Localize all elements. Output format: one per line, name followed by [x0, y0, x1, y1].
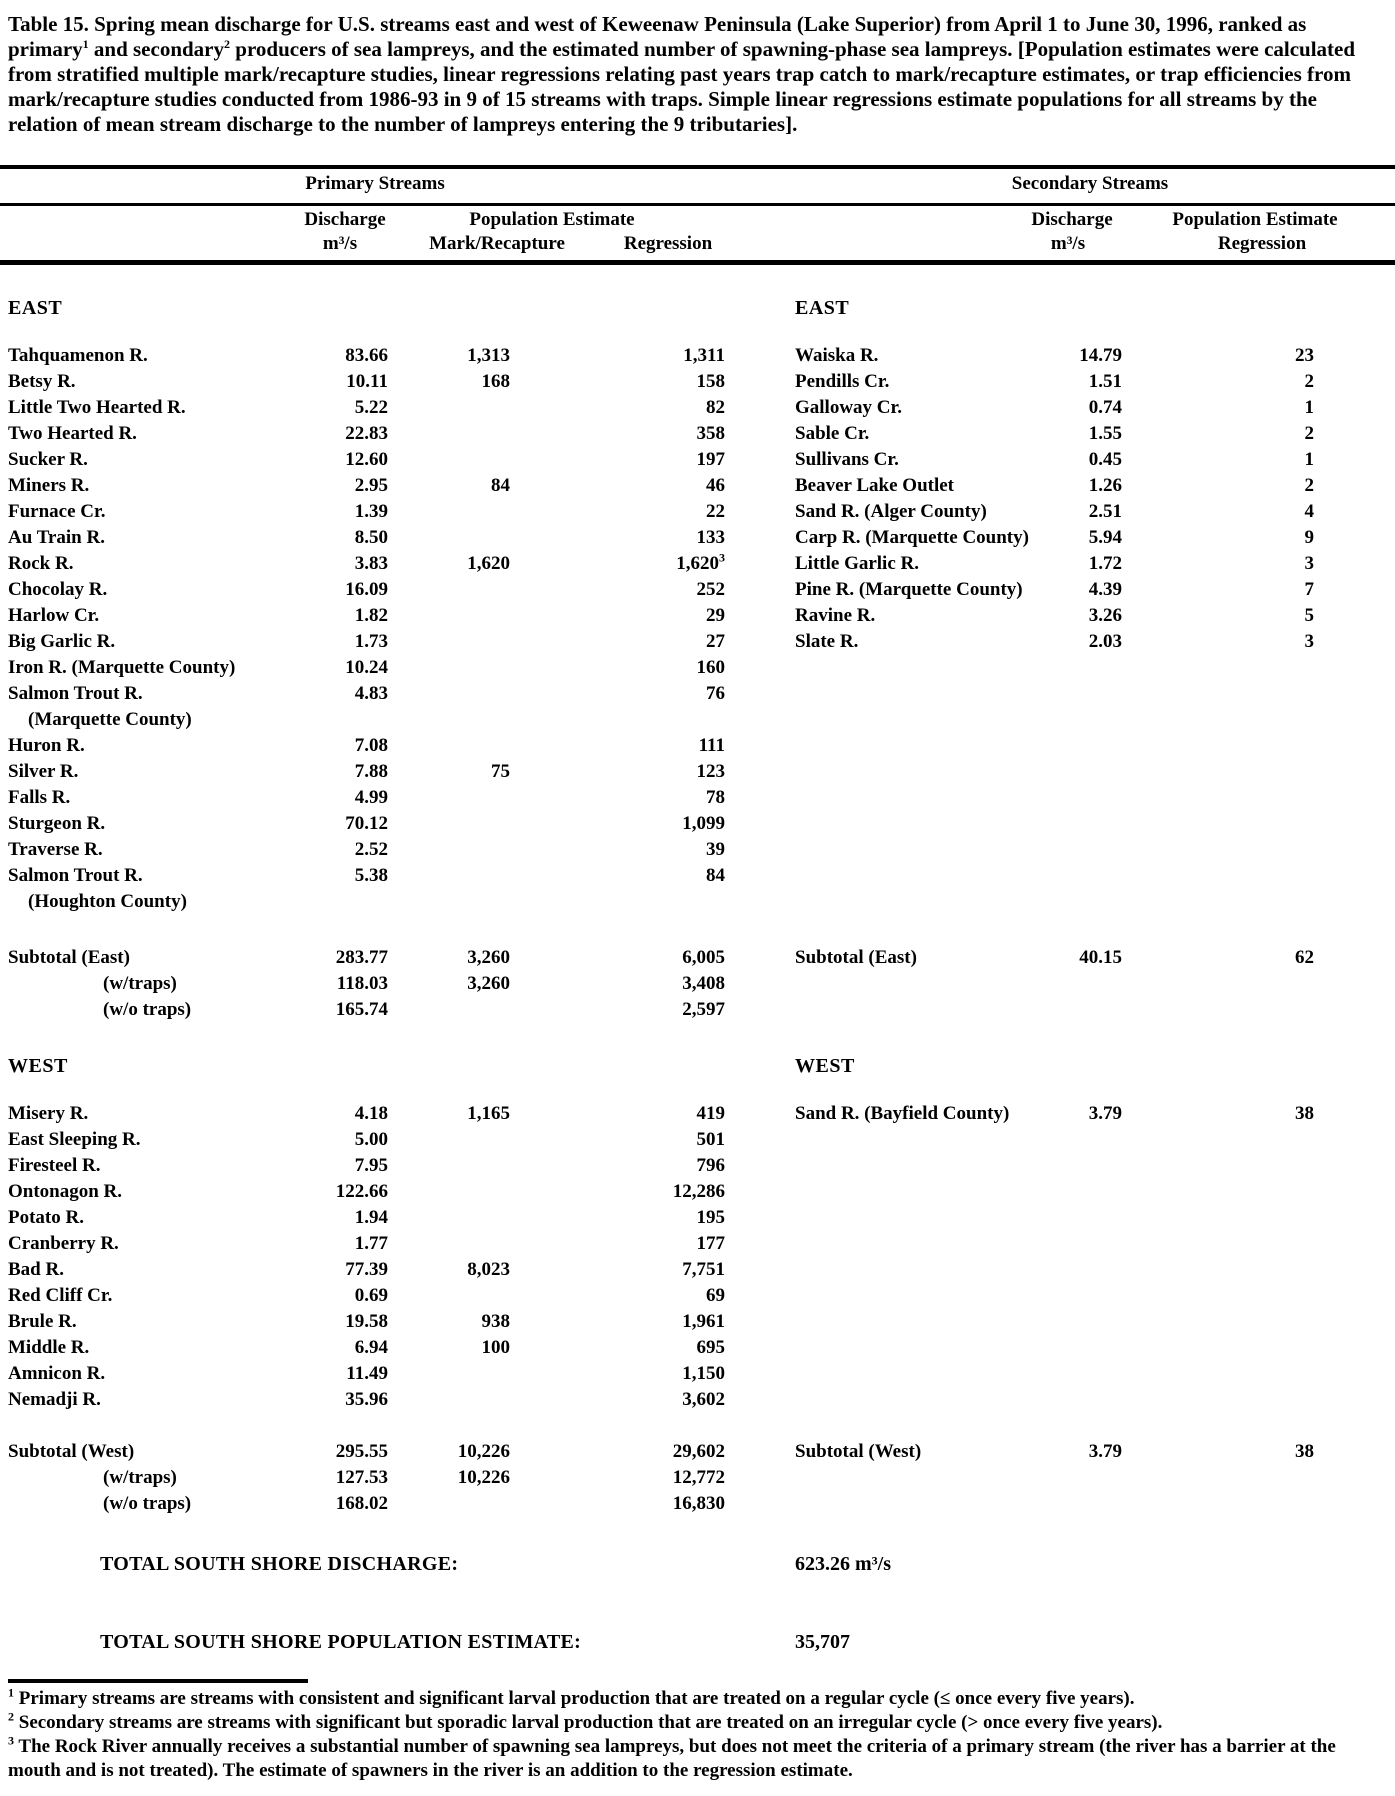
table-row [0, 945, 1395, 971]
spacer [0, 1413, 1395, 1439]
secondary-discharge-value: 5.94 [1088, 527, 1122, 548]
primary-stream-name: Nemadji R. [8, 1389, 101, 1410]
primary-stream-name: Silver R. [8, 761, 79, 782]
table-row [0, 1179, 1395, 1205]
secondary-discharge-value: 4.39 [1088, 579, 1122, 600]
table-row [0, 1387, 1395, 1413]
primary-regression-value: 69 [706, 1285, 725, 1306]
secondary-regression-value: 7 [1304, 579, 1314, 600]
secondary-regression-value: 2 [1304, 423, 1314, 444]
secondary-discharge-value: 3.79 [1088, 1441, 1122, 1462]
primary-stream-name: (w/traps) [103, 973, 177, 994]
primary-regression-value: 158 [696, 371, 725, 392]
primary-discharge-value: 16.09 [345, 579, 388, 600]
primary-discharge-value: 1.77 [354, 1233, 388, 1254]
secondary-stream-name: Little Garlic R. [795, 553, 919, 574]
primary-regression-value: 39 [706, 839, 725, 860]
table-row [0, 785, 1395, 811]
horizontal-rule-top [0, 165, 1395, 169]
primary-stream-name: (w/o traps) [103, 999, 192, 1020]
primary-regression-value: 1,150 [682, 1363, 725, 1384]
primary-discharge-value: 1.82 [354, 605, 388, 626]
secondary-regression-value: 1 [1304, 397, 1314, 418]
table-row [0, 447, 1395, 473]
primary-regression-value: 46 [706, 475, 725, 496]
primary-stream-name: (w/traps) [103, 1467, 177, 1488]
total-discharge-label: TOTAL SOUTH SHORE DISCHARGE: [100, 1553, 459, 1575]
primary-mark-recapture-value: 168 [481, 371, 510, 392]
title-footnote-marker-2: 2 [224, 37, 231, 51]
table-row [0, 1127, 1395, 1153]
table-row [0, 1439, 1395, 1465]
table-row [0, 1465, 1395, 1491]
spacer [0, 321, 1395, 343]
primary-discharge-value: 4.83 [354, 683, 388, 704]
table-row [0, 295, 1395, 321]
table-row [0, 733, 1395, 759]
table-row [0, 837, 1395, 863]
secondary-stream-name: Subtotal (East) [795, 947, 917, 968]
total-discharge-row [0, 1553, 1395, 1581]
primary-mark-recapture-value: 938 [481, 1311, 510, 1332]
secondary-stream-name: Carp R. (Marquette County) [795, 527, 1029, 548]
horizontal-rule-bottom [0, 260, 1395, 265]
primary-stream-name: Big Garlic R. [8, 631, 116, 652]
primary-discharge-value: 77.39 [345, 1259, 388, 1280]
primary-discharge-unit: m³/s [322, 233, 358, 254]
secondary-stream-name: Sullivans Cr. [795, 449, 899, 470]
primary-regression-value: 419 [696, 1103, 725, 1124]
primary-stream-name: Traverse R. [8, 839, 103, 860]
secondary-regression-value: 38 [1295, 1441, 1314, 1462]
primary-discharge-value: 295.55 [335, 1441, 388, 1462]
table-row [0, 1101, 1395, 1127]
table-row [0, 1153, 1395, 1179]
footnote-1-text: Primary streams are streams with consistent and significant larval production that are treated on a regular cycle (≤ once every five years). [14, 1688, 1135, 1709]
footnote-3 [8, 1735, 1386, 1783]
title-bracket-note: [Population estimates were calculated from stratified multiple mark/recapture studies, linear regressions relating past years trap catch to mark/recapture estimates, or trap efficiencies from mark/recapture studies conducted from 1986-93 in 9 of 15 streams with traps. Simple linear regressions estimate populations for all streams by the relation of mean stream discharge to the number of lampreys entering the 9 tributaries]. [8, 37, 1356, 136]
primary-mark-recapture-value: 100 [481, 1337, 510, 1358]
primary-stream-name: (Houghton County) [28, 891, 187, 912]
primary-discharge-value: 10.24 [345, 657, 388, 678]
footnote-3-text: The Rock River annually receives a substantial number of spawning sea lampreys, but does not meet the criteria of a primary stream (the river has a barrier at the mouth and is not treated). The estimate of spawners in the river is an addition to the regression estimate. [8, 1736, 1336, 1781]
footnote-1-marker: 1 [8, 1685, 14, 1700]
primary-stream-name: (w/o traps) [103, 1493, 192, 1514]
secondary-population-estimate-header: Population Estimate [1172, 209, 1338, 230]
table-title [0, 0, 1395, 137]
secondary-regression-value: 2 [1304, 371, 1314, 392]
primary-regression-value: 1,099 [682, 813, 725, 834]
table-row [0, 759, 1395, 785]
secondary-discharge-value: 1.26 [1088, 475, 1122, 496]
footnote-2-text: Secondary streams are streams with significant but sporadic larval production that are treated on an irregular cycle (> once every five years). [14, 1712, 1163, 1733]
table-row [0, 681, 1395, 707]
primary-mark-recapture-value: 10,226 [457, 1467, 510, 1488]
secondary-discharge-value: 2.51 [1088, 501, 1122, 522]
primary-mark-recapture-value: 84 [491, 475, 510, 496]
primary-regression-value: 82 [706, 397, 725, 418]
primary-discharge-value: 168.02 [335, 1493, 388, 1514]
primary-stream-name: Firesteel R. [8, 1155, 101, 1176]
primary-stream-name: Middle R. [8, 1337, 90, 1358]
primary-discharge-value: 0.69 [354, 1285, 388, 1306]
secondary-discharge-value: 3.79 [1088, 1103, 1122, 1124]
footnote-1 [8, 1687, 1386, 1711]
title-text-1: Table 15. Spring mean discharge for U.S. streams east and west of Keweenaw Peninsula (Lake Superior) from April 1 to June 30, 1996, ranked as primary [8, 12, 1307, 61]
secondary-discharge-value: 1.51 [1088, 371, 1122, 392]
secondary-section-label: EAST [795, 297, 850, 319]
secondary-discharge-value: 1.72 [1088, 553, 1122, 574]
primary-regression-value: 3,408 [682, 973, 725, 994]
table-row [0, 1335, 1395, 1361]
primary-regression-value: 16,830 [672, 1493, 725, 1514]
total-population-value: 35,707 [795, 1631, 850, 1653]
table-row [0, 1283, 1395, 1309]
secondary-discharge-value: 1.55 [1088, 423, 1122, 444]
primary-stream-name: Little Two Hearted R. [8, 397, 186, 418]
primary-regression-value: 27 [706, 631, 725, 652]
primary-discharge-value: 70.12 [345, 813, 388, 834]
table-row [0, 1257, 1395, 1283]
table-row [0, 811, 1395, 837]
primary-stream-name: (Marquette County) [28, 709, 192, 730]
primary-regression-value: 796 [696, 1155, 725, 1176]
secondary-stream-name: Galloway Cr. [795, 397, 902, 418]
primary-regression-value: 160 [696, 657, 725, 678]
secondary-stream-name: Beaver Lake Outlet [795, 475, 955, 496]
primary-discharge-value: 83.66 [345, 345, 388, 366]
table-row [0, 997, 1395, 1023]
primary-stream-name: Chocolay R. [8, 579, 108, 600]
primary-streams-group-header: Primary Streams [305, 173, 445, 194]
primary-discharge-value: 35.96 [345, 1389, 388, 1410]
primary-stream-name: Bad R. [8, 1259, 64, 1280]
footnotes [0, 1679, 1386, 1783]
table-row [0, 1053, 1395, 1079]
secondary-discharge-unit: m³/s [1050, 233, 1086, 254]
primary-discharge-value: 8.50 [354, 527, 388, 548]
primary-mark-recapture-value: 3,260 [467, 947, 510, 968]
primary-discharge-value: 2.52 [354, 839, 388, 860]
primary-discharge-value: 127.53 [335, 1467, 388, 1488]
table-row [0, 473, 1395, 499]
total-population-row [0, 1631, 1395, 1659]
secondary-discharge-value: 40.15 [1079, 947, 1122, 968]
spacer [0, 1079, 1395, 1101]
primary-regression-value: 29 [706, 605, 725, 626]
table-body [0, 295, 1395, 1517]
secondary-streams-group-header: Secondary Streams [1011, 173, 1169, 194]
primary-stream-name: Misery R. [8, 1103, 89, 1124]
primary-discharge-value: 1.39 [354, 501, 388, 522]
title-text-3: producers of sea lampreys, and the estimated number of spawning-phase sea lampreys. [230, 37, 1018, 61]
primary-stream-name: Subtotal (East) [8, 947, 130, 968]
table-row [0, 525, 1395, 551]
primary-regression-value: 197 [696, 449, 725, 470]
primary-mark-recapture-value: 1,620 [467, 553, 510, 574]
secondary-stream-name: Ravine R. [795, 605, 876, 626]
table-row [0, 395, 1395, 421]
table-row [0, 551, 1395, 577]
table-row [0, 863, 1395, 889]
primary-mark-recapture-value: 3,260 [467, 973, 510, 994]
footnote-2 [8, 1711, 1386, 1735]
secondary-regression-value: 1 [1304, 449, 1314, 470]
primary-stream-name: Red Cliff Cr. [8, 1285, 113, 1306]
primary-stream-name: Sucker R. [8, 449, 88, 470]
primary-section-label: EAST [8, 297, 63, 319]
table-row [0, 655, 1395, 681]
total-population-label: TOTAL SOUTH SHORE POPULATION ESTIMATE: [100, 1631, 582, 1653]
primary-stream-name: Au Train R. [8, 527, 105, 548]
primary-regression-value: 12,286 [672, 1181, 725, 1202]
total-discharge-value: 623.26 m³/s [795, 1553, 891, 1575]
table-header [0, 165, 1395, 265]
table-row [0, 629, 1395, 655]
secondary-stream-name: Sand R. (Alger County) [795, 501, 987, 522]
primary-regression-value: 177 [696, 1233, 725, 1254]
primary-regression-value: 358 [696, 423, 725, 444]
primary-stream-name: Amnicon R. [8, 1363, 106, 1384]
secondary-regression-value: 3 [1304, 631, 1314, 652]
primary-mark-recapture-value: 1,165 [467, 1103, 510, 1124]
primary-discharge-value: 122.66 [335, 1181, 388, 1202]
table-row [0, 1361, 1395, 1387]
primary-discharge-value: 5.22 [354, 397, 388, 418]
primary-stream-name: Ontonagon R. [8, 1181, 123, 1202]
primary-discharge-value: 4.99 [354, 787, 388, 808]
primary-discharge-value: 2.95 [354, 475, 388, 496]
table-row [0, 577, 1395, 603]
primary-stream-name: Harlow Cr. [8, 605, 100, 626]
primary-mark-recapture-header: Mark/Recapture [429, 233, 565, 254]
primary-stream-name: Sturgeon R. [8, 813, 106, 834]
secondary-stream-name: Pine R. (Marquette County) [795, 579, 1023, 600]
primary-regression-value: 1,311 [683, 345, 725, 366]
primary-discharge-value: 19.58 [345, 1311, 388, 1332]
primary-regression-header: Regression [623, 233, 713, 254]
primary-stream-name: Furnace Cr. [8, 501, 106, 522]
footnote-2-marker: 2 [8, 1709, 14, 1724]
primary-stream-name: Cranberry R. [8, 1233, 119, 1254]
primary-regression-value: 1,961 [682, 1311, 725, 1332]
secondary-regression-value: 9 [1304, 527, 1314, 548]
primary-stream-name: Miners R. [8, 475, 90, 496]
table-row [0, 1205, 1395, 1231]
primary-regression-value: 133 [696, 527, 725, 548]
primary-mark-recapture-value: 10,226 [457, 1441, 510, 1462]
secondary-regression-value: 5 [1304, 605, 1314, 626]
secondary-stream-name: Pendills Cr. [795, 371, 890, 392]
title-footnote-marker-1: 1 [82, 37, 89, 51]
primary-regression-value: 12,772 [672, 1467, 725, 1488]
primary-discharge-value: 4.18 [354, 1103, 388, 1124]
primary-discharge-header: Discharge [304, 209, 386, 230]
primary-stream-name: Subtotal (West) [8, 1441, 135, 1462]
primary-stream-name: Two Hearted R. [8, 423, 137, 444]
primary-regression-value: 695 [696, 1337, 725, 1358]
primary-discharge-value: 1.94 [354, 1207, 388, 1228]
secondary-regression-header: Regression [1217, 233, 1307, 254]
secondary-section-label: WEST [795, 1055, 855, 1077]
secondary-stream-name: Slate R. [795, 631, 859, 652]
primary-section-label: WEST [8, 1055, 68, 1077]
primary-mark-recapture-value: 1,313 [467, 345, 510, 366]
primary-population-estimate-header: Population Estimate [469, 209, 635, 230]
primary-stream-name: Rock R. [8, 553, 74, 574]
primary-stream-name: Huron R. [8, 735, 85, 756]
primary-stream-name: Salmon Trout R. [8, 683, 143, 704]
table-row [0, 1491, 1395, 1517]
primary-stream-name: Salmon Trout R. [8, 865, 143, 886]
secondary-regression-value: 4 [1304, 501, 1314, 522]
secondary-stream-name: Waiska R. [795, 345, 879, 366]
spacer [0, 915, 1395, 945]
primary-regression-value: 195 [696, 1207, 725, 1228]
primary-discharge-value: 5.00 [354, 1129, 388, 1150]
primary-regression-value: 501 [696, 1129, 725, 1150]
primary-regression-value: 6,005 [682, 947, 725, 968]
footnote-3-marker: 3 [8, 1733, 14, 1748]
primary-stream-name: Brule R. [8, 1311, 77, 1332]
title-text-2: and secondary [88, 37, 225, 61]
primary-discharge-value: 3.83 [354, 553, 388, 574]
primary-stream-name: Falls R. [8, 787, 71, 808]
secondary-discharge-header: Discharge [1031, 209, 1113, 230]
primary-stream-name: Potato R. [8, 1207, 84, 1228]
primary-discharge-value: 10.11 [346, 371, 388, 392]
primary-discharge-value: 5.38 [354, 865, 388, 886]
secondary-discharge-value: 14.79 [1079, 345, 1122, 366]
table-row [0, 707, 1395, 733]
primary-discharge-value: 7.95 [354, 1155, 388, 1176]
spacer [0, 1023, 1395, 1053]
primary-mark-recapture-value: 8,023 [467, 1259, 510, 1280]
table-row [0, 421, 1395, 447]
table-row [0, 1231, 1395, 1257]
secondary-stream-name: Sand R. (Bayfield County) [795, 1103, 1010, 1124]
primary-stream-name: East Sleeping R. [8, 1129, 141, 1150]
primary-stream-name: Betsy R. [8, 371, 76, 392]
primary-regression-value: 76 [706, 683, 725, 704]
primary-regression-value: 252 [696, 579, 725, 600]
primary-regression-value: 78 [706, 787, 725, 808]
table-row [0, 369, 1395, 395]
secondary-discharge-value: 3.26 [1088, 605, 1122, 626]
primary-regression-value: 3,602 [682, 1389, 725, 1410]
secondary-regression-value: 3 [1304, 553, 1314, 574]
primary-discharge-value: 7.88 [354, 761, 388, 782]
secondary-regression-value: 38 [1295, 1103, 1314, 1124]
primary-discharge-value: 12.60 [345, 449, 388, 470]
primary-discharge-value: 1.73 [354, 631, 388, 652]
primary-regression-value: 111 [698, 735, 725, 756]
primary-stream-name: Iron R. (Marquette County) [8, 657, 236, 678]
secondary-discharge-value: 0.74 [1088, 397, 1122, 418]
primary-discharge-value: 118.03 [336, 973, 388, 994]
secondary-stream-name: Subtotal (West) [795, 1441, 922, 1462]
primary-discharge-value: 7.08 [354, 735, 388, 756]
primary-regression-value: 7,751 [682, 1259, 725, 1280]
table-row [0, 1309, 1395, 1335]
table-row [0, 603, 1395, 629]
secondary-regression-value: 23 [1295, 345, 1314, 366]
table-row [0, 971, 1395, 997]
secondary-regression-value: 62 [1295, 947, 1314, 968]
footnote-rule [8, 1679, 308, 1683]
primary-regression-value: 1,620$^3$ [676, 550, 725, 574]
primary-discharge-value: 11.49 [346, 1363, 388, 1384]
primary-discharge-value: 165.74 [335, 999, 388, 1020]
table-row [0, 499, 1395, 525]
primary-regression-value: 123 [696, 761, 725, 782]
secondary-discharge-value: 2.03 [1088, 631, 1122, 652]
table-row [0, 343, 1395, 369]
primary-stream-name: Tahquamenon R. [8, 345, 148, 366]
primary-discharge-value: 6.94 [354, 1337, 388, 1358]
primary-mark-recapture-value: 75 [491, 761, 510, 782]
primary-regression-value: 84 [706, 865, 725, 886]
primary-regression-value: 29,602 [672, 1441, 725, 1462]
secondary-stream-name: Sable Cr. [795, 423, 870, 444]
primary-discharge-value: 22.83 [345, 423, 388, 444]
primary-regression-value: 2,597 [682, 999, 725, 1020]
secondary-discharge-value: 0.45 [1088, 449, 1122, 470]
secondary-regression-value: 2 [1304, 475, 1314, 496]
table-row [0, 889, 1395, 915]
primary-discharge-value: 283.77 [335, 947, 388, 968]
primary-regression-value: 22 [706, 501, 725, 522]
horizontal-rule-mid [0, 203, 1395, 206]
